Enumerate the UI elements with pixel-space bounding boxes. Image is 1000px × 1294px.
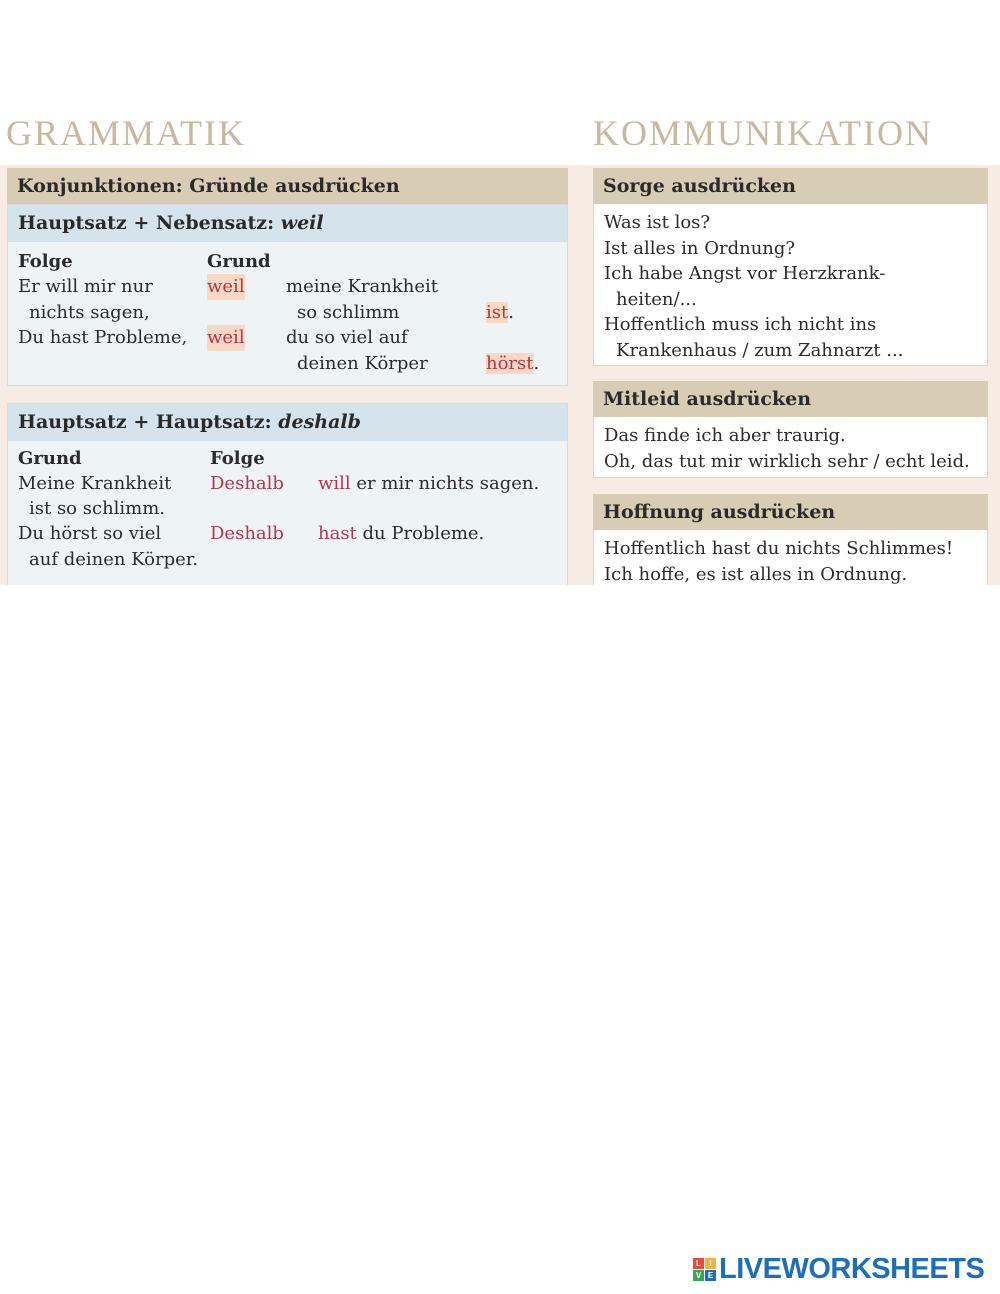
d-row1-rest-wrap: will er mir nichts sagen.	[318, 473, 540, 494]
hoffnung-line: Hoffentlich hast du nichts Schlimmes!	[604, 538, 954, 559]
hoffnung-body	[593, 530, 988, 585]
logo-mark-e: E	[705, 1270, 716, 1281]
d-row1-a2: ist so schlimm.	[29, 498, 166, 519]
mitleid-header: Mitleid ausdrücken	[593, 381, 988, 417]
grammatik-title: GRAMMATIK	[6, 113, 247, 153]
logo-mark-icon	[693, 1258, 716, 1281]
deshalb-block	[7, 403, 568, 585]
sorge-body	[593, 204, 988, 366]
hoffnung-line: Ich hoffe, es ist alles in Ordnung.	[604, 563, 908, 585]
d-row1-verb: will	[318, 473, 351, 494]
row1-b2: so schlimm	[297, 302, 400, 323]
mitleid-body	[593, 417, 988, 478]
row2-b1: du so viel auf	[286, 327, 408, 348]
mitleid-line: Oh, das tut mir wirklich sehr / echt leid.	[604, 450, 970, 472]
sorge-line: Ich habe Angst vor Herzkrank-	[604, 263, 886, 284]
col-folge-2: Folge	[210, 448, 265, 469]
sorge-line: Hoffentlich muss ich nicht ins	[604, 314, 877, 335]
row1-verb-wrap: ist.	[486, 302, 514, 323]
col-folge: Folge	[18, 251, 73, 272]
deshalb-table	[8, 441, 567, 581]
sorge-line: heiten/...	[616, 288, 697, 310]
sorge-line: Was ist los?	[604, 212, 711, 233]
sorge-card	[593, 168, 988, 366]
col-grund-2: Grund	[18, 448, 82, 469]
hoffnung-header: Hoffnung ausdrücken	[593, 494, 988, 530]
d-row2-verb: hast	[318, 523, 357, 544]
row2-verb: hörst	[486, 353, 534, 374]
kommunikation-title: KOMMUNIKATION	[593, 113, 933, 153]
row2-verb-wrap: hörst.	[486, 353, 540, 374]
weil-heading: Hauptsatz + Nebensatz: weil	[8, 205, 567, 242]
sorge-header: Sorge ausdrücken	[593, 168, 988, 204]
liveworksheets-logo	[693, 1252, 984, 1286]
d-row1-conj: Deshalb	[210, 473, 284, 494]
mitleid-card	[593, 381, 988, 478]
d-row1-a1: Meine Krankheit	[18, 473, 172, 494]
weil-block	[7, 204, 568, 386]
grammatik-header: Konjunktionen: Gründe ausdrücken	[7, 168, 568, 204]
d-row2-rest-wrap: hast du Probleme.	[318, 523, 485, 544]
row2-conj: weil	[207, 325, 245, 351]
d-row2-a2: auf deinen Körper.	[29, 549, 199, 570]
d-row2-conj: Deshalb	[210, 523, 284, 544]
row1-a2: nichts sagen,	[29, 302, 150, 323]
sorge-line: Ist alles in Ordnung?	[604, 237, 796, 259]
deshalb-heading: Hauptsatz + Hauptsatz: deshalb	[8, 404, 567, 441]
row2-a1: Du hast Probleme,	[18, 327, 188, 348]
row1-verb: ist	[486, 302, 509, 323]
col-grund: Grund	[207, 251, 271, 272]
row1-a1: Er will mir nur	[18, 276, 153, 297]
grammatik-card	[7, 168, 568, 386]
logo-mark-v: V	[693, 1270, 704, 1281]
logo-text: LIVEWORKSHEETS	[719, 1252, 985, 1285]
row2-b2: deinen Körper	[297, 353, 428, 374]
sorge-line: Krankenhaus / zum Zahnarzt ...	[616, 339, 904, 361]
logo-mark-l: L	[693, 1258, 704, 1269]
d-row2-a1: Du hörst so viel	[18, 523, 162, 544]
mitleid-line: Das finde ich aber traurig.	[604, 425, 846, 446]
logo-mark-i: I	[705, 1258, 716, 1269]
weil-table	[8, 242, 567, 382]
hoffnung-card	[593, 494, 988, 585]
row1-b1: meine Krankheit	[286, 276, 438, 297]
row1-conj: weil	[207, 274, 245, 300]
